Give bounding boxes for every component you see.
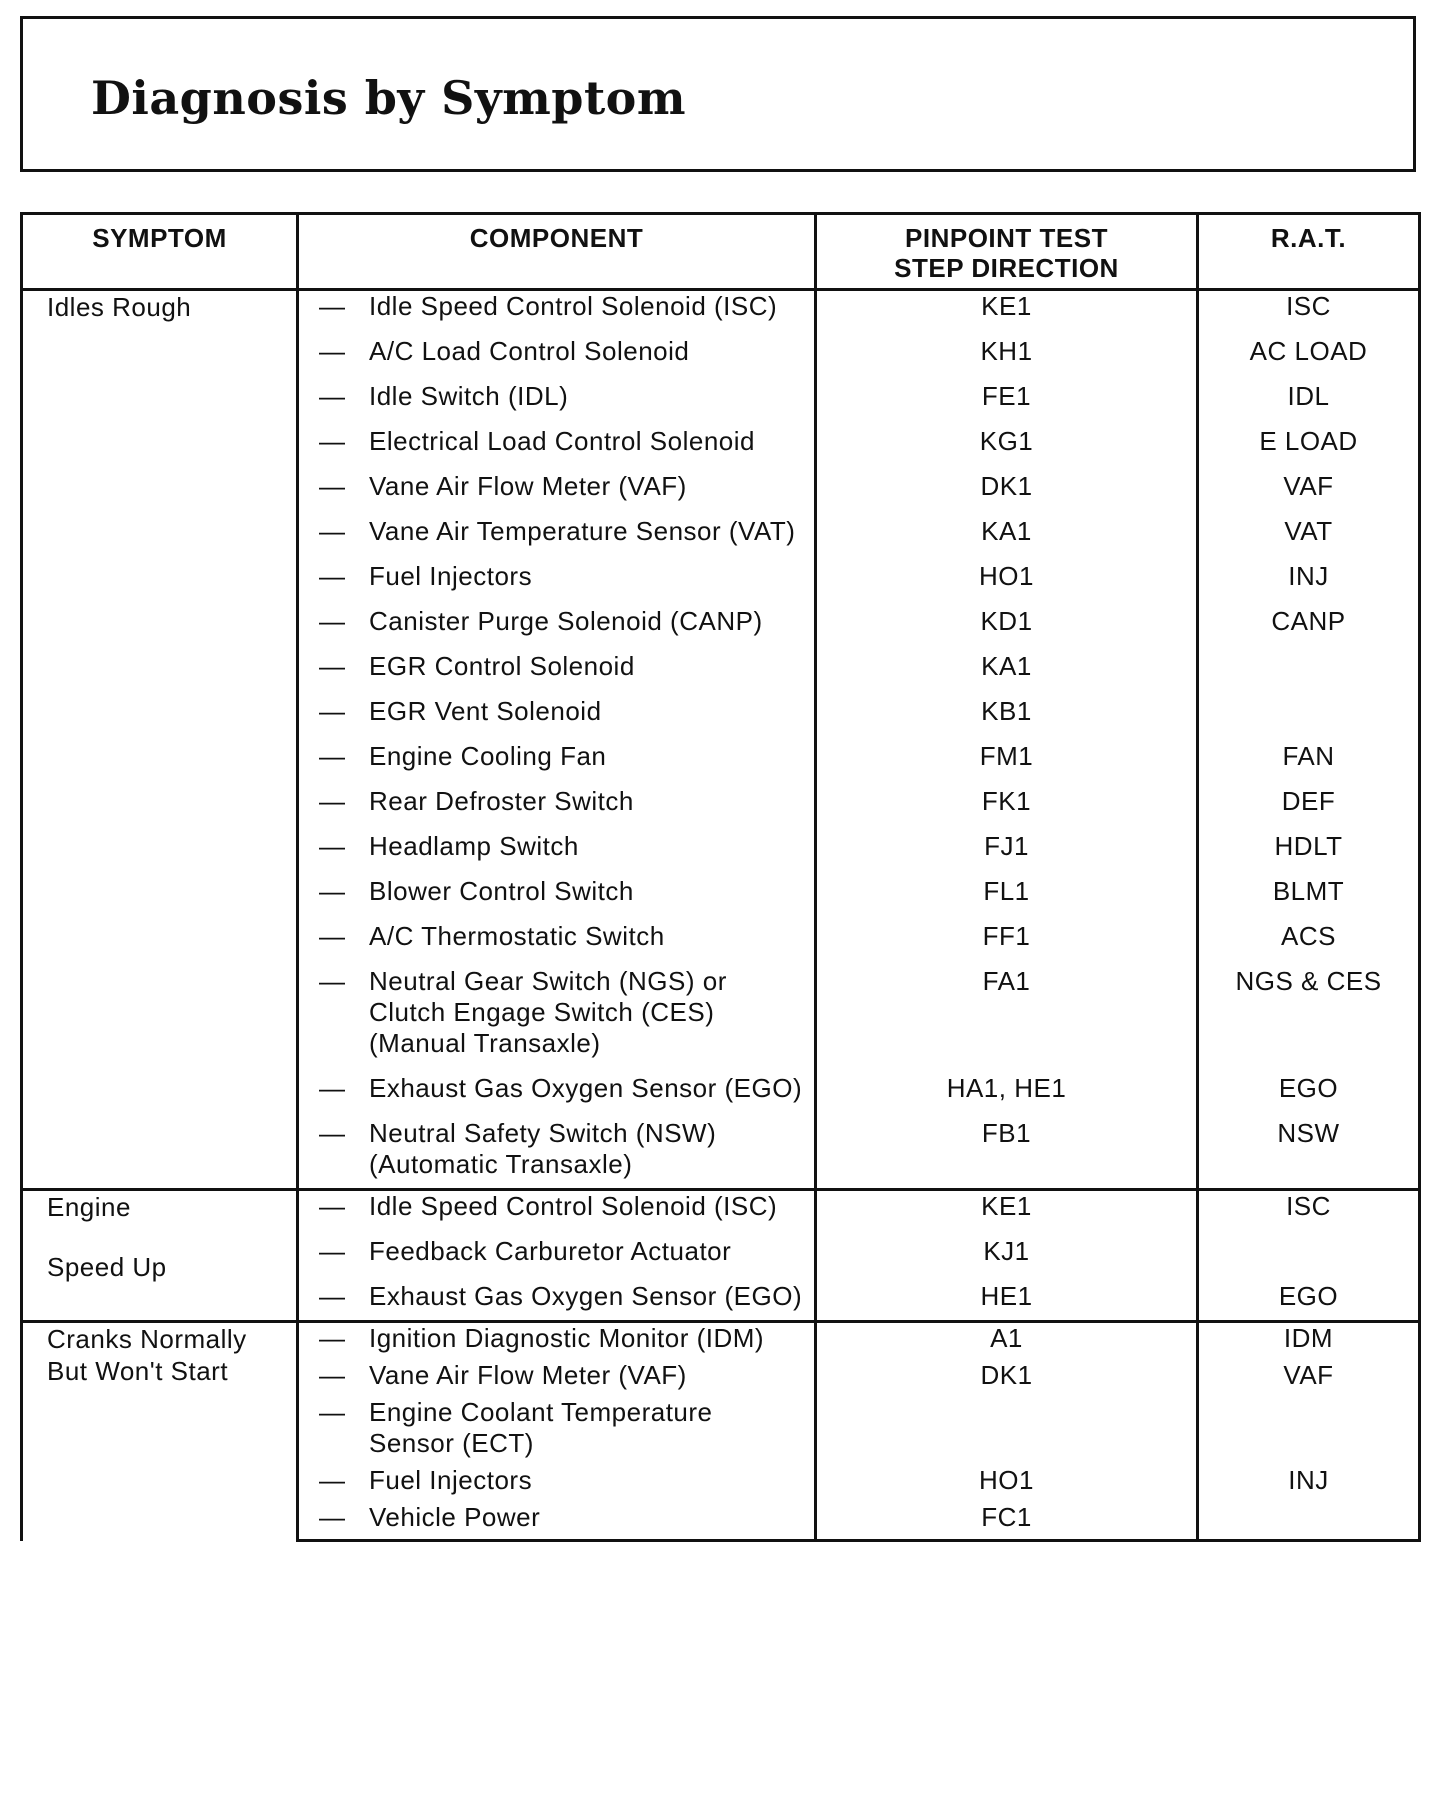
pinpoint-cell: KE1 xyxy=(816,290,1198,337)
dash-bullet: — xyxy=(319,1360,346,1390)
dash-bullet: — xyxy=(319,1502,346,1532)
component-cell xyxy=(298,1281,816,1322)
pinpoint-cell: KD1 xyxy=(816,606,1198,651)
dash-bullet: — xyxy=(319,1397,346,1427)
component-cell xyxy=(298,516,816,561)
component-text: Fuel Injectors xyxy=(369,1465,533,1495)
pinpoint-cell: HO1 xyxy=(816,1465,1198,1502)
diagnosis-table xyxy=(20,212,1421,1542)
component-text: Idle Switch (IDL) xyxy=(369,381,569,411)
component-text: Headlamp Switch xyxy=(369,831,579,861)
dash-bullet: — xyxy=(319,921,346,951)
rat-cell: VAF xyxy=(1198,471,1420,516)
table-body xyxy=(22,290,1420,1541)
rat-cell: EGO xyxy=(1198,1073,1420,1118)
pinpoint-cell: HA1, HE1 xyxy=(816,1073,1198,1118)
dash-bullet: — xyxy=(319,966,346,996)
component-text: Electrical Load Control Solenoid xyxy=(369,426,755,456)
component-text: EGR Vent Solenoid xyxy=(369,696,602,726)
component-text: Vane Air Temperature Sensor (VAT) xyxy=(369,516,796,546)
component-cell xyxy=(298,1465,816,1502)
rat-cell: NGS & CES xyxy=(1198,966,1420,1073)
component-text: Ignition Diagnostic Monitor (IDM) xyxy=(369,1323,765,1353)
component-cell xyxy=(298,1360,816,1397)
title-box xyxy=(20,16,1416,172)
component-text: A/C Thermostatic Switch xyxy=(369,921,665,951)
pinpoint-cell: FJ1 xyxy=(816,831,1198,876)
component-text: Neutral Safety Switch (NSW) (Automatic Transaxle) xyxy=(369,1118,717,1179)
dash-bullet: — xyxy=(319,606,346,636)
pinpoint-cell: A1 xyxy=(816,1322,1198,1361)
pinpoint-cell: KB1 xyxy=(816,696,1198,741)
table-row xyxy=(22,290,1420,337)
component-text: Exhaust Gas Oxygen Sensor (EGO) xyxy=(369,1073,803,1103)
rat-cell: EGO xyxy=(1198,1281,1420,1322)
table-row xyxy=(22,1322,1420,1361)
rat-cell xyxy=(1198,651,1420,696)
table-row xyxy=(22,1190,1420,1237)
header-row xyxy=(22,214,1420,290)
dash-bullet: — xyxy=(319,471,346,501)
pinpoint-cell: FF1 xyxy=(816,921,1198,966)
component-text: Vane Air Flow Meter (VAF) xyxy=(369,471,687,501)
component-text: Engine Cooling Fan xyxy=(369,741,607,771)
symptom-cell xyxy=(22,1190,298,1322)
dash-bullet: — xyxy=(319,381,346,411)
component-cell xyxy=(298,1073,816,1118)
symptom-line: Engine xyxy=(47,1192,131,1222)
pinpoint-cell: FB1 xyxy=(816,1118,1198,1190)
page-title: Diagnosis by Symptom xyxy=(91,71,687,125)
pinpoint-cell: DK1 xyxy=(816,471,1198,516)
component-text: EGR Control Solenoid xyxy=(369,651,635,681)
pinpoint-cell xyxy=(816,1397,1198,1465)
header-pinpoint xyxy=(816,214,1198,290)
component-cell xyxy=(298,651,816,696)
symptom-cell xyxy=(22,290,298,1190)
dash-bullet: — xyxy=(319,561,346,591)
dash-bullet: — xyxy=(319,1281,346,1311)
symptom-line: But Won't Start xyxy=(47,1356,229,1386)
rat-cell xyxy=(1198,1397,1420,1465)
component-cell xyxy=(298,966,816,1073)
pinpoint-cell: KJ1 xyxy=(816,1236,1198,1281)
rat-cell: INJ xyxy=(1198,1465,1420,1502)
component-text: Fuel Injectors xyxy=(369,561,533,591)
component-cell xyxy=(298,290,816,337)
component-cell xyxy=(298,1322,816,1361)
dash-bullet: — xyxy=(319,786,346,816)
dash-bullet: — xyxy=(319,1465,346,1495)
component-cell xyxy=(298,876,816,921)
component-text: Idle Speed Control Solenoid (ISC) xyxy=(369,1191,778,1221)
symptom-line: Cranks Normally xyxy=(47,1324,247,1354)
component-cell xyxy=(298,426,816,471)
dash-bullet: — xyxy=(319,741,346,771)
rat-cell xyxy=(1198,1502,1420,1541)
dash-bullet: — xyxy=(319,831,346,861)
symptom-line: Speed Up xyxy=(47,1252,167,1282)
dash-bullet: — xyxy=(319,1236,346,1266)
component-cell xyxy=(298,741,816,786)
rat-cell: DEF xyxy=(1198,786,1420,831)
rat-cell: VAF xyxy=(1198,1360,1420,1397)
pinpoint-cell: FK1 xyxy=(816,786,1198,831)
rat-cell xyxy=(1198,1236,1420,1281)
rat-cell: VAT xyxy=(1198,516,1420,561)
rat-cell: BLMT xyxy=(1198,876,1420,921)
component-cell xyxy=(298,1190,816,1237)
pinpoint-cell: FL1 xyxy=(816,876,1198,921)
pinpoint-cell: KA1 xyxy=(816,516,1198,561)
component-cell xyxy=(298,786,816,831)
component-text: Exhaust Gas Oxygen Sensor (EGO) xyxy=(369,1281,803,1311)
rat-cell: ACS xyxy=(1198,921,1420,966)
component-text: Neutral Gear Switch (NGS) or Clutch Engage Switch (CES) (Manual Transaxle) xyxy=(369,966,727,1058)
rat-cell: AC LOAD xyxy=(1198,336,1420,381)
header-pinpoint-line1: PINPOINT TEST xyxy=(905,223,1108,253)
pinpoint-cell: DK1 xyxy=(816,1360,1198,1397)
pinpoint-cell: HE1 xyxy=(816,1281,1198,1322)
component-cell xyxy=(298,561,816,606)
component-text: Vehicle Power xyxy=(369,1502,541,1532)
dash-bullet: — xyxy=(319,291,346,321)
dash-bullet: — xyxy=(319,696,346,726)
rat-cell: HDLT xyxy=(1198,831,1420,876)
component-cell xyxy=(298,606,816,651)
symptom-line: Idles Rough xyxy=(47,292,192,322)
pinpoint-cell: KG1 xyxy=(816,426,1198,471)
rat-cell: INJ xyxy=(1198,561,1420,606)
component-cell xyxy=(298,1236,816,1281)
pinpoint-cell: KE1 xyxy=(816,1190,1198,1237)
component-text: Vane Air Flow Meter (VAF) xyxy=(369,1360,687,1390)
pinpoint-cell: FM1 xyxy=(816,741,1198,786)
rat-cell: ISC xyxy=(1198,1190,1420,1237)
component-text: Feedback Carburetor Actuator xyxy=(369,1236,732,1266)
dash-bullet: — xyxy=(319,1323,346,1353)
component-text: A/C Load Control Solenoid xyxy=(369,336,690,366)
rat-cell: IDM xyxy=(1198,1322,1420,1361)
dash-bullet: — xyxy=(319,651,346,681)
component-cell xyxy=(298,471,816,516)
rat-cell: NSW xyxy=(1198,1118,1420,1190)
header-component: COMPONENT xyxy=(298,214,816,290)
pinpoint-cell: FA1 xyxy=(816,966,1198,1073)
dash-bullet: — xyxy=(319,1073,346,1103)
header-pinpoint-line2: STEP DIRECTION xyxy=(894,253,1119,283)
rat-cell: IDL xyxy=(1198,381,1420,426)
dash-bullet: — xyxy=(319,876,346,906)
dash-bullet: — xyxy=(319,1118,346,1148)
component-text: Canister Purge Solenoid (CANP) xyxy=(369,606,763,636)
pinpoint-cell: FE1 xyxy=(816,381,1198,426)
rat-cell: CANP xyxy=(1198,606,1420,651)
component-cell xyxy=(298,381,816,426)
component-cell xyxy=(298,831,816,876)
component-cell xyxy=(298,336,816,381)
rat-cell: E LOAD xyxy=(1198,426,1420,471)
dash-bullet: — xyxy=(319,426,346,456)
component-text: Rear Defroster Switch xyxy=(369,786,634,816)
symptom-cell xyxy=(22,1322,298,1541)
component-cell xyxy=(298,1118,816,1190)
header-symptom: SYMPTOM xyxy=(22,214,298,290)
rat-cell: ISC xyxy=(1198,290,1420,337)
component-text: Idle Speed Control Solenoid (ISC) xyxy=(369,291,778,321)
header-rat: R.A.T. xyxy=(1198,214,1420,290)
rat-cell: FAN xyxy=(1198,741,1420,786)
rat-cell xyxy=(1198,696,1420,741)
dash-bullet: — xyxy=(319,1191,346,1221)
component-cell xyxy=(298,921,816,966)
component-cell xyxy=(298,1502,816,1541)
dash-bullet: — xyxy=(319,336,346,366)
component-text: Engine Coolant Temperature Sensor (ECT) xyxy=(369,1397,713,1458)
component-cell xyxy=(298,696,816,741)
pinpoint-cell: KH1 xyxy=(816,336,1198,381)
dash-bullet: — xyxy=(319,516,346,546)
component-cell xyxy=(298,1397,816,1465)
pinpoint-cell: FC1 xyxy=(816,1502,1198,1541)
pinpoint-cell: HO1 xyxy=(816,561,1198,606)
component-text: Blower Control Switch xyxy=(369,876,634,906)
pinpoint-cell: KA1 xyxy=(816,651,1198,696)
